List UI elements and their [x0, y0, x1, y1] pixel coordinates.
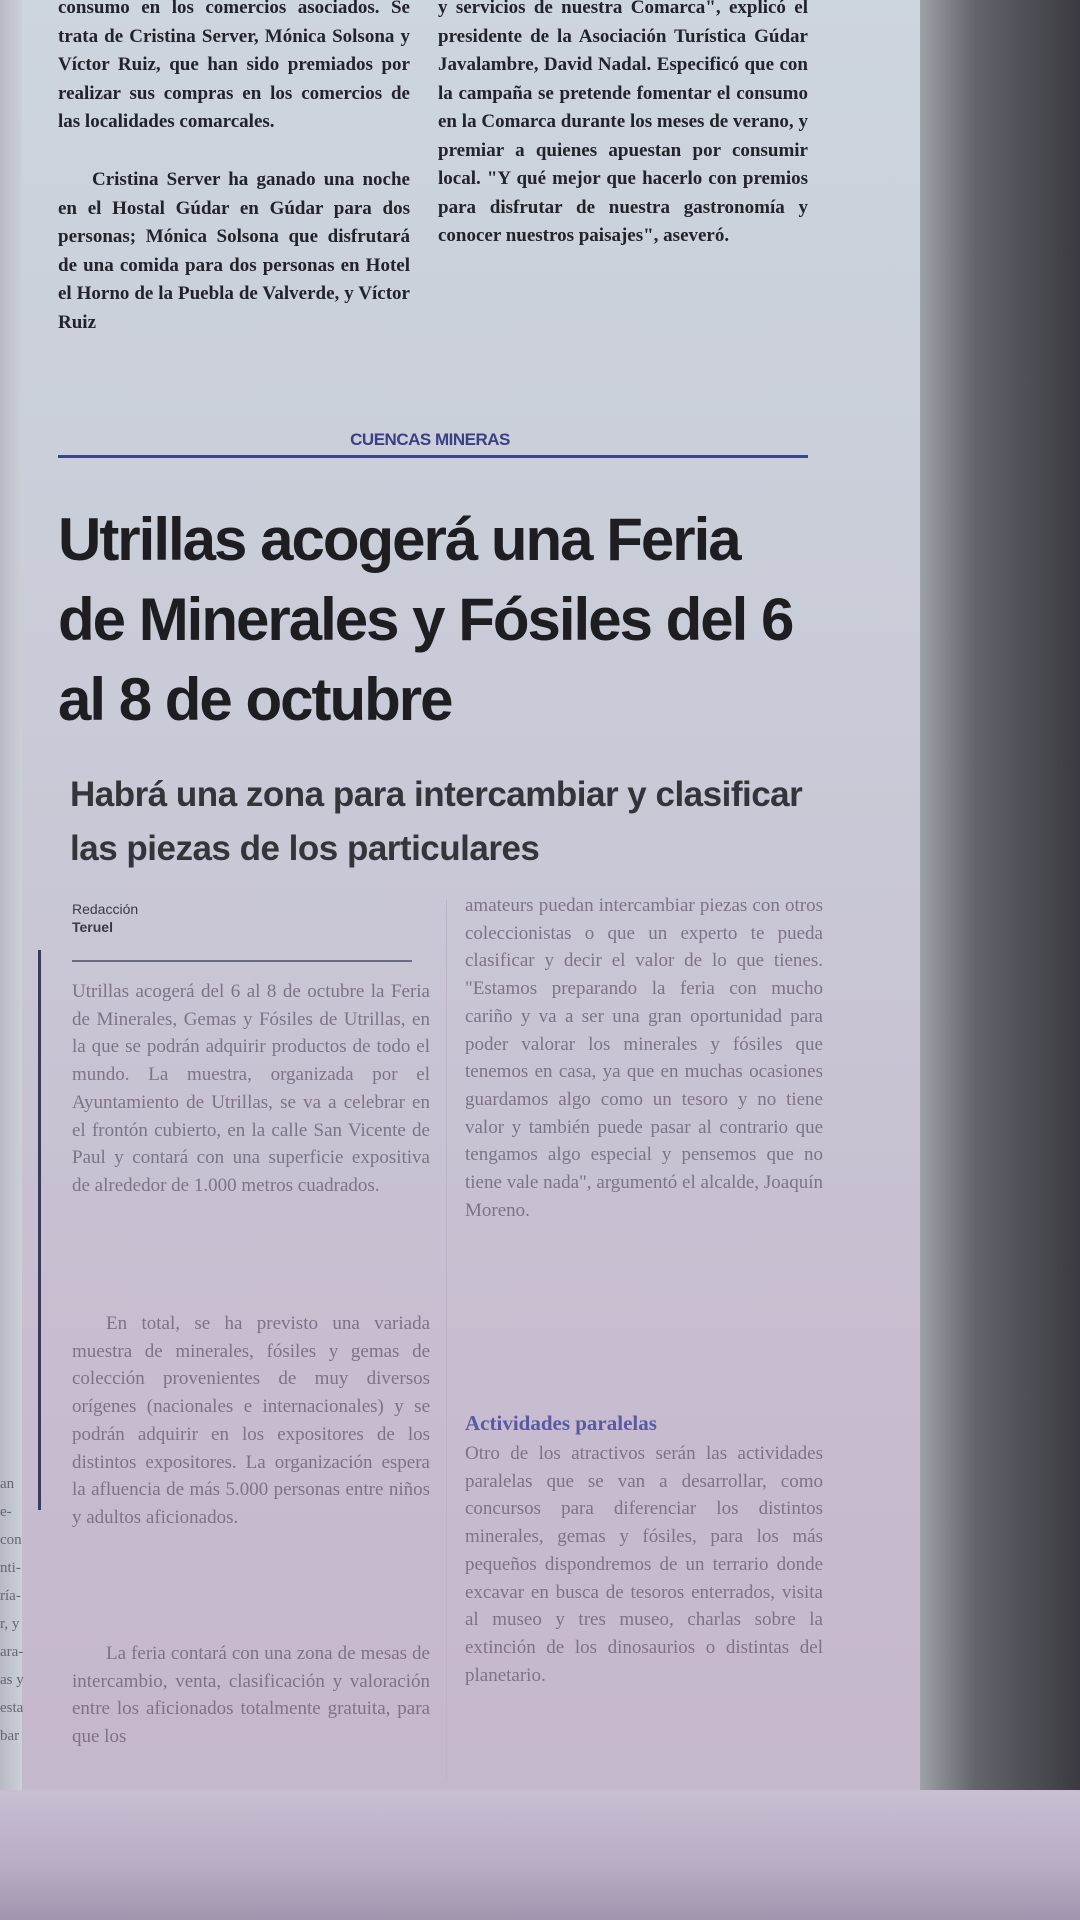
- body-right-paragraph-2: Otro de los atractivos serán las actividades paralelas que se van a desarrollar, como concursos para diferenciar los distintos minerales, gemas y fósiles, para los más pequeños dispondremos de un terrario donde excavar en busca de tesoros enterrados, visita al museo y tres museo, charlas sobre la extinción de los dinosaurios o distintas del planetario.: [465, 1443, 823, 1686]
- byline-author: Redacción: [72, 901, 139, 917]
- column-divider: [446, 900, 447, 1780]
- screen-bezel-shadow: [920, 0, 1080, 1920]
- margin-fragment: e-: [0, 1504, 12, 1520]
- left-column-rule: [38, 950, 41, 1510]
- headline: Utrillas acogerá una Feria de Minerales y Fósiles del 6 al 8 de octubre: [58, 506, 793, 733]
- margin-fragment: bar: [0, 1728, 20, 1744]
- subheadline: Habrá una zona para intercambiar y clasificar las piezas de los particulares: [70, 775, 803, 868]
- top-left-article-text-2: Cristina Server ha ganado una noche en el Hostal Gúdar en Gúdar para dos personas; Mónica Solsona que disfrutará de una comida para dos personas en Hotel el Horno de la Puebla de Valverde, y Víctor Ruiz: [58, 169, 410, 333]
- margin-fragment: con: [0, 1532, 22, 1548]
- top-right-article-text: y servicios de nuestra Comarca", explicó el presidente de la Asociación Turística Gúdar Javalambre, David Nadal. Especificó que con la campaña se pretende fomentar el consumo en la Comarca durante los meses de verano, y premiar a quienes apuestan por consumir local. "Y qué mejor que hacerlo con premios para disfrutar de nuestra gastronomía y conocer nuestros paisajes", aseveró.: [438, 0, 808, 246]
- margin-fragment: ara-: [0, 1644, 24, 1660]
- margin-fragment: esta: [0, 1700, 24, 1716]
- bottom-margin: [0, 1790, 1080, 1920]
- margin-fragment: as y: [0, 1672, 24, 1688]
- section-rule: [58, 455, 808, 458]
- margin-fragment: ría-: [0, 1588, 21, 1604]
- byline-rule: [72, 960, 412, 962]
- margin-fragment: nti-: [0, 1560, 21, 1576]
- margin-fragment: an: [0, 1476, 15, 1492]
- subsection-heading: Actividades paralelas: [465, 1411, 657, 1435]
- body-paragraph-2: En total, se ha previsto una variada muestra de minerales, fósiles y gemas de colección provenientes de muy diversos orígenes (nacionales e internacionales) y se podrán adquirir en los expositores de los distintos expositores. La organización espera la afluencia de más 5.000 personas entre niños y adultos aficionados.: [72, 1313, 430, 1528]
- body-paragraph-1: Utrillas acogerá del 6 al 8 de octubre la Feria de Minerales, Gemas y Fósiles de Utrillas, en la que se podrán adquirir productos de todo el mundo. La muestra, organizada por el Ayuntamiento de Utrillas, se va a celebrar en el frontón cubierto, en la calle San Vicente de Paul y contará con una superficie expositiva de alrededor de 1.000 metros cuadrados.: [72, 981, 430, 1196]
- top-left-article-text-1: consumo en los comercios asociados. Se trata de Cristina Server, Mónica Solsona y Víctor Ruiz, que han sido premiados por realizar sus compras en los comercios de las localidades comarcales.: [58, 0, 410, 132]
- section-label: CUENCAS MINERAS: [350, 430, 510, 449]
- byline-place: Teruel: [72, 919, 113, 935]
- body-right-paragraph-1: amateurs puedan intercambiar piezas con otros coleccionistas o que un experto te pueda clasificar y decir el valor de lo que tienes. "Estamos preparando la feria con mucho cariño y va a ser una gran oportunidad para poder valorar los minerales y fósiles que tenemos en casa, ya que en muchas ocasiones guardamos algo como un tesoro y no tiene valor y también puede pasar al contrario que tengamos algo especial y pensemos que no tiene vale nada", argumentó el alcalde, Joaquín Moreno.: [465, 895, 823, 1221]
- byline: [72, 900, 232, 936]
- margin-fragment: r, y: [0, 1616, 20, 1632]
- body-paragraph-3: La feria contará con una zona de mesas de intercambio, venta, clasificación y valoración entre los aficionados totalmente gratuita, para que los: [72, 1643, 430, 1748]
- adjacent-page-fragments: [0, 1470, 34, 1750]
